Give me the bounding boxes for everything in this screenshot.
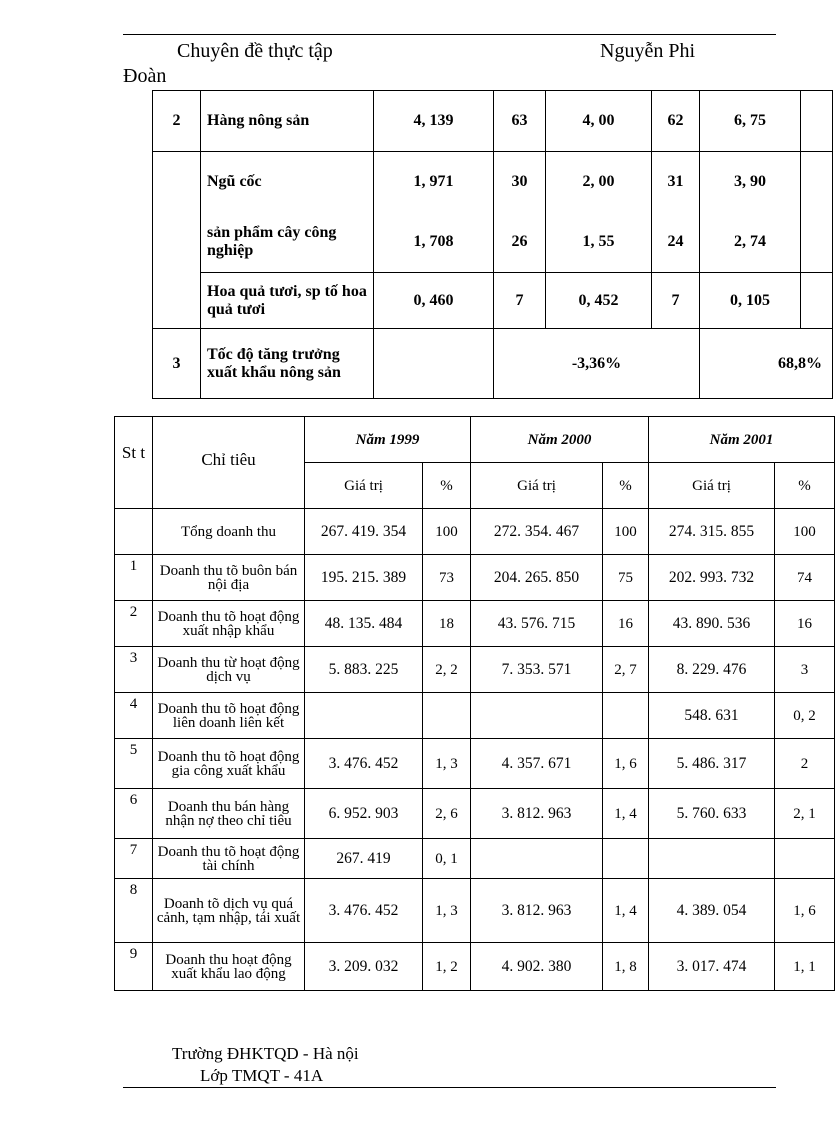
value-subheader: Giá trị (471, 463, 603, 509)
cell: 0, 105 (700, 273, 801, 329)
cell-value: 267. 419. 354 (305, 509, 423, 555)
row-name: Doanh thu tõ buôn bán nội địa (153, 555, 305, 601)
table-row (153, 273, 833, 329)
cell: 30 (494, 152, 546, 213)
row-number (153, 273, 201, 329)
growth-row (153, 329, 833, 399)
cell-value (305, 693, 423, 739)
cell-value: 43. 890. 536 (649, 601, 775, 647)
footer-school: Trường ĐHKTQD - Hà nội (172, 1044, 359, 1063)
cell-pct: 3 (775, 647, 835, 693)
cell-value (471, 839, 603, 879)
table-row (115, 555, 835, 601)
table-row (115, 647, 835, 693)
cell-pct: 16 (603, 601, 649, 647)
growth-2001: 68,8% (700, 329, 833, 399)
row-number: 3 (153, 329, 201, 399)
table-row (115, 739, 835, 789)
header-row (115, 417, 835, 463)
value-subheader: Giá trị (649, 463, 775, 509)
cell-pct: 1, 1 (775, 943, 835, 991)
cell-value: 204. 265. 850 (471, 555, 603, 601)
cell-value: 5. 486. 317 (649, 739, 775, 789)
cell-value: 3. 209. 032 (305, 943, 423, 991)
cell-value: 48. 135. 484 (305, 601, 423, 647)
cell-value: 8. 229. 476 (649, 647, 775, 693)
export-table (152, 90, 833, 399)
cell-value: 4. 357. 671 (471, 739, 603, 789)
cell-pct (603, 839, 649, 879)
cell-empty (801, 273, 833, 329)
row-number: 3 (115, 647, 153, 693)
row-name: Doanh thu tõ hoạt động liên doanh liên kết (153, 693, 305, 739)
cell-pct: 100 (775, 509, 835, 555)
cell-pct: 16 (775, 601, 835, 647)
row-name: Hoa quả tươi, sp tố hoa quả tươi (201, 273, 374, 329)
pct-subheader: % (603, 463, 649, 509)
cell-pct: 2, 2 (423, 647, 471, 693)
cell: 2, 00 (546, 152, 652, 213)
cell-empty (374, 329, 494, 399)
row-name: Tổng doanh thu (153, 509, 305, 555)
cell-pct: 2, 6 (423, 789, 471, 839)
row-number (115, 509, 153, 555)
cell-pct: 1, 3 (423, 879, 471, 943)
row-name: Doanh thu tõ hoạt động xuất nhập khẩu (153, 601, 305, 647)
row-name: Hàng nông sản (201, 91, 374, 152)
row-name: Doanh thu tõ hoạt động gia công xuất khẩu (153, 739, 305, 789)
header-left-cont: Đoàn (123, 65, 167, 87)
row-name: Doanh thu từ hoạt động dịch vụ (153, 647, 305, 693)
cell-pct: 100 (603, 509, 649, 555)
row-number: 8 (115, 879, 153, 943)
cell-empty (801, 91, 833, 152)
cell: 1, 708 (374, 213, 494, 273)
year-2001-header: Năm 2001 (649, 417, 835, 463)
row-name: sản phẩm cây công nghiệp (201, 213, 374, 273)
table-row (115, 943, 835, 991)
cell-value: 3. 812. 963 (471, 879, 603, 943)
year-2000-header: Năm 2000 (471, 417, 649, 463)
cell-pct: 75 (603, 555, 649, 601)
cell: 26 (494, 213, 546, 273)
cell: 0, 460 (374, 273, 494, 329)
cell: 0, 452 (546, 273, 652, 329)
footer-rule (123, 1087, 776, 1088)
cell: 4, 00 (546, 91, 652, 152)
cell-pct: 1, 8 (603, 943, 649, 991)
row-number: 7 (115, 839, 153, 879)
cell: 3, 90 (700, 152, 801, 213)
cell-pct: 0, 1 (423, 839, 471, 879)
row-name: Doanh tõ dịch vụ quá cảnh, tạm nhập, tái xuất (153, 879, 305, 943)
cell: 7 (652, 273, 700, 329)
table-row (115, 839, 835, 879)
cell-pct: 1, 4 (603, 879, 649, 943)
table-row (115, 509, 835, 555)
cell-value: 3. 017. 474 (649, 943, 775, 991)
cell-value: 267. 419 (305, 839, 423, 879)
year-1999-header: Năm 1999 (305, 417, 471, 463)
value-subheader: Giá trị (305, 463, 423, 509)
cell-value: 7. 353. 571 (471, 647, 603, 693)
cell-pct: 2, 1 (775, 789, 835, 839)
cell-pct (775, 839, 835, 879)
cell-pct: 18 (423, 601, 471, 647)
cell-value: 5. 883. 225 (305, 647, 423, 693)
cell-empty (801, 152, 833, 213)
cell-value: 3. 476. 452 (305, 739, 423, 789)
cell-pct (603, 693, 649, 739)
row-number: 9 (115, 943, 153, 991)
cell-pct: 1, 4 (603, 789, 649, 839)
cell-value: 272. 354. 467 (471, 509, 603, 555)
cell: 24 (652, 213, 700, 273)
header-rule (123, 34, 776, 35)
cell-value: 274. 315. 855 (649, 509, 775, 555)
header-right: Nguyễn Phi (600, 40, 695, 62)
cell-value: 5. 760. 633 (649, 789, 775, 839)
cell-pct: 74 (775, 555, 835, 601)
chitieu-header: Chỉ tiêu (153, 417, 305, 509)
table-row (153, 91, 833, 152)
cell: 6, 75 (700, 91, 801, 152)
cell-empty (801, 213, 833, 273)
cell-pct: 73 (423, 555, 471, 601)
row-number: 2 (153, 91, 201, 152)
cell-pct: 1, 3 (423, 739, 471, 789)
growth-2000: -3,36% (494, 329, 700, 399)
row-name: Doanh thu tõ hoạt động tài chính (153, 839, 305, 879)
cell-value: 548. 631 (649, 693, 775, 739)
row-number: 6 (115, 789, 153, 839)
row-number: 2 (115, 601, 153, 647)
table-row (115, 693, 835, 739)
row-name: Ngũ cốc (201, 152, 374, 213)
cell-pct: 2 (775, 739, 835, 789)
pct-subheader: % (775, 463, 835, 509)
row-number: 1 (115, 555, 153, 601)
cell-value: 195. 215. 389 (305, 555, 423, 601)
cell: 2, 74 (700, 213, 801, 273)
table-row (115, 789, 835, 839)
table-row (153, 152, 833, 213)
cell-value: 4. 389. 054 (649, 879, 775, 943)
cell: 63 (494, 91, 546, 152)
cell: 31 (652, 152, 700, 213)
cell-pct: 2, 7 (603, 647, 649, 693)
cell: 7 (494, 273, 546, 329)
row-name: Doanh thu hoạt động xuất khẩu lao động (153, 943, 305, 991)
cell-pct: 0, 2 (775, 693, 835, 739)
row-name: Doanh thu bán hàng nhận nợ theo chỉ tiêu (153, 789, 305, 839)
cell-value: 4. 902. 380 (471, 943, 603, 991)
cell-pct: 100 (423, 509, 471, 555)
row-number: 4 (115, 693, 153, 739)
pct-subheader: % (423, 463, 471, 509)
cell-value: 43. 576. 715 (471, 601, 603, 647)
cell: 1, 971 (374, 152, 494, 213)
cell: 4, 139 (374, 91, 494, 152)
cell-value (471, 693, 603, 739)
footer-class: Lớp TMQT - 41A (200, 1066, 324, 1085)
cell-value: 3. 476. 452 (305, 879, 423, 943)
row-number (153, 152, 201, 213)
row-number (153, 213, 201, 273)
cell-value: 6. 952. 903 (305, 789, 423, 839)
cell: 62 (652, 91, 700, 152)
cell-value (649, 839, 775, 879)
cell-value: 3. 812. 963 (471, 789, 603, 839)
table-row (153, 213, 833, 273)
cell-pct: 1, 6 (775, 879, 835, 943)
cell: 1, 55 (546, 213, 652, 273)
revenue-table (114, 416, 835, 991)
stt-header: St t (115, 417, 153, 509)
table-row (115, 879, 835, 943)
row-name: Tốc độ tăng trưởng xuất khẩu nông sản (201, 329, 374, 399)
cell-pct: 1, 6 (603, 739, 649, 789)
cell-pct: 1, 2 (423, 943, 471, 991)
table-row (115, 601, 835, 647)
header-left: Chuyên đề thực tập (177, 40, 333, 62)
cell-pct (423, 693, 471, 739)
cell-value: 202. 993. 732 (649, 555, 775, 601)
row-number: 5 (115, 739, 153, 789)
